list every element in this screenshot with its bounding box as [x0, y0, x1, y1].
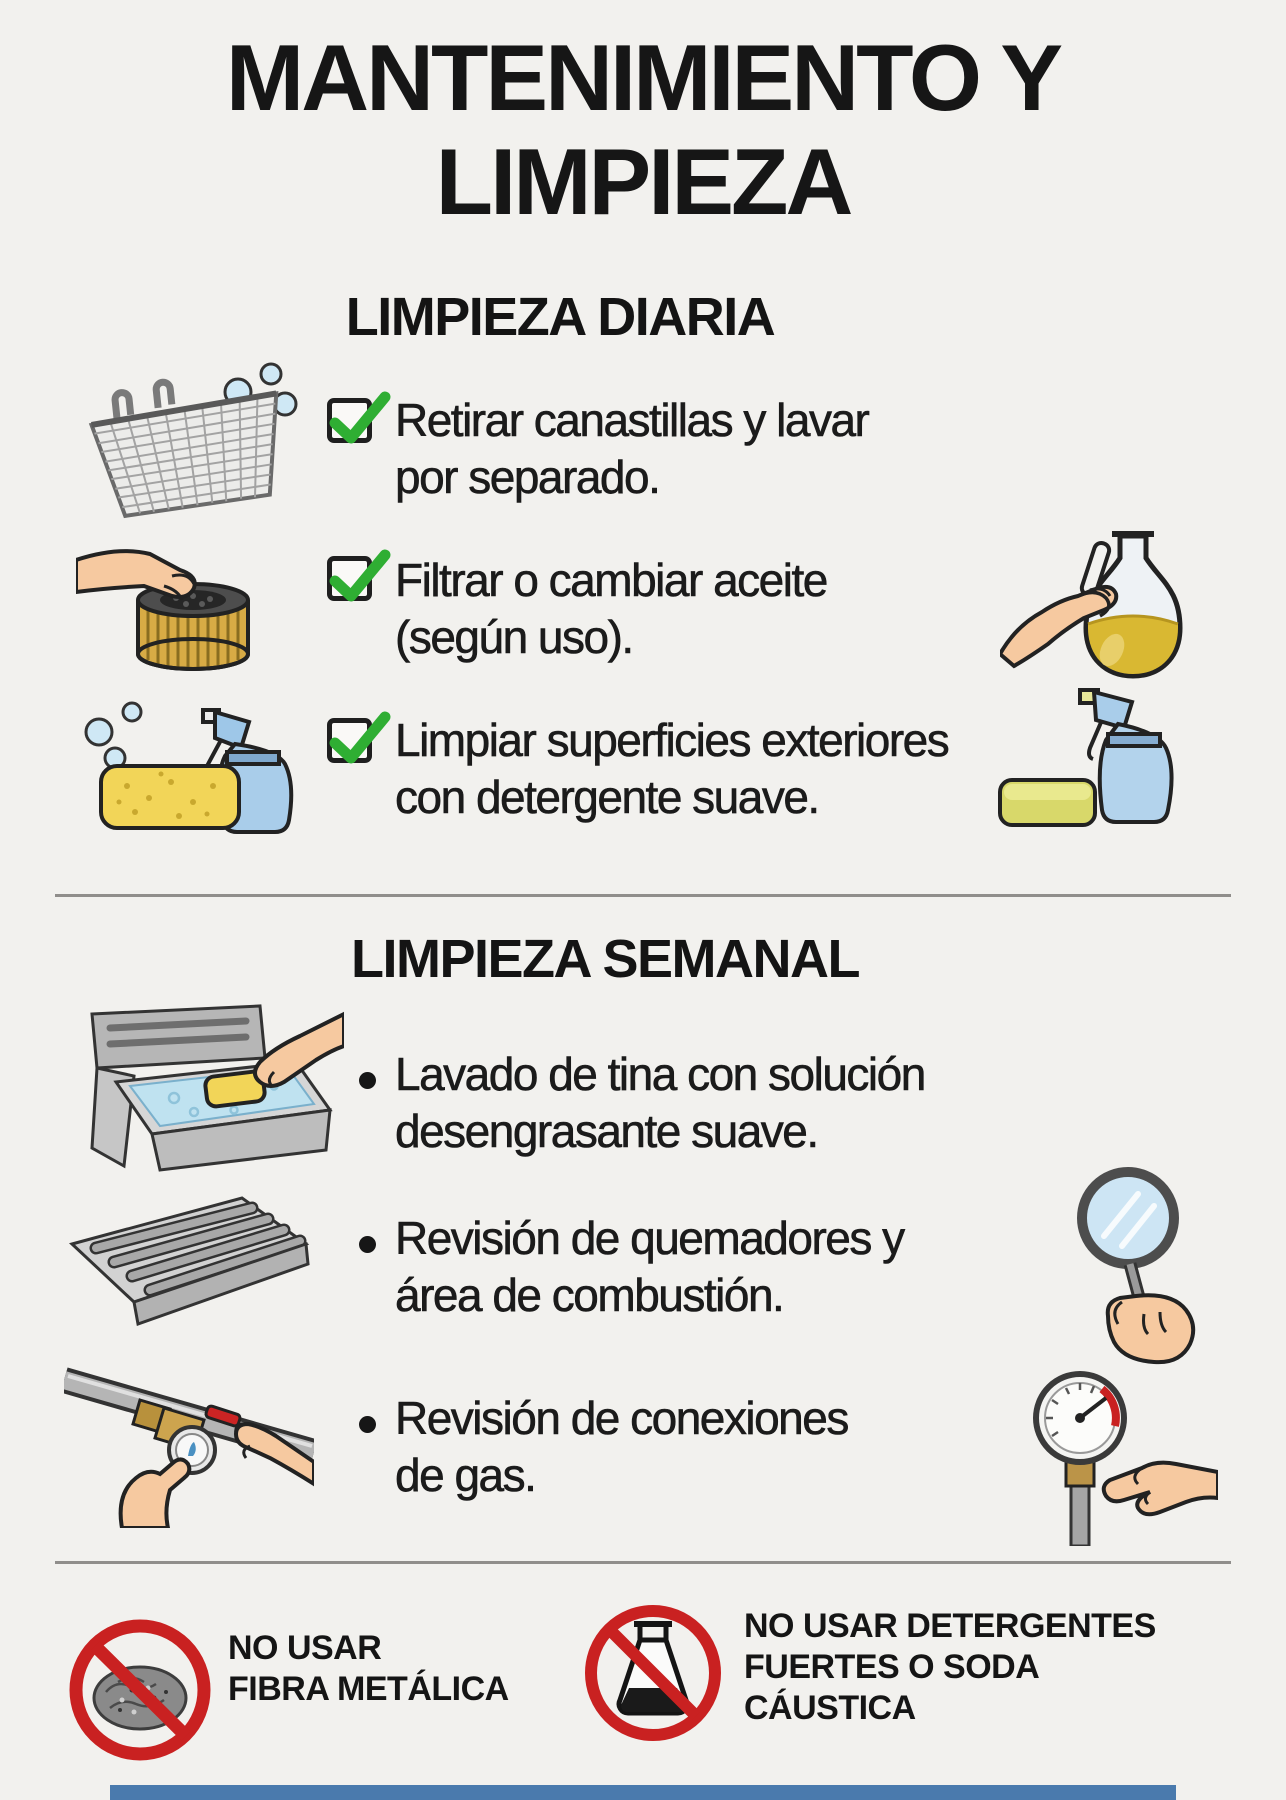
page-title-line1: MANTENIMIENTO Y — [225, 25, 1061, 130]
daily-item-1-line1: Retirar canastillas y lavar — [395, 394, 869, 446]
oil-filter-hand-icon — [76, 526, 268, 688]
weekly-item-1-line2: desengrasante suave. — [395, 1105, 818, 1157]
daily-item-1 — [395, 392, 868, 506]
daily-item-2-line2: (según uso). — [395, 611, 633, 663]
weekly-item-1-line1: Lavado de tina con solución — [395, 1048, 925, 1100]
daily-check-3 — [327, 718, 372, 763]
sponge-spray-bottle-icon — [75, 690, 325, 838]
daily-item-3-line2: con detergente suave. — [395, 771, 819, 823]
weekly-item-2-line1: Revisión de quemadores y — [395, 1212, 904, 1264]
fryer-tub-washing-icon — [64, 998, 344, 1176]
bottom-accent-bar — [110, 1785, 1176, 1800]
daily-item-3-line1: Limpiar superficies exteriores — [395, 714, 949, 766]
warning-2-line3: CÁUSTICA — [744, 1689, 916, 1727]
magnifier-hand-icon — [1052, 1164, 1210, 1366]
no-steel-wool-icon — [62, 1612, 220, 1770]
spray-bottle-sponge-icon — [992, 676, 1242, 836]
warning-2-line2: FUERTES O SODA — [744, 1648, 1040, 1686]
daily-section-heading: LIMPIEZA DIARIA — [345, 287, 775, 347]
daily-item-2-line1: Filtrar o cambiar aceite — [395, 554, 827, 606]
warning-1-line2: FIBRA METÁLICA — [228, 1670, 509, 1708]
green-check-icon — [328, 548, 392, 606]
warning-caustic-text — [744, 1606, 1156, 1729]
section-divider-2 — [55, 1561, 1231, 1564]
daily-check-1 — [327, 398, 372, 443]
oil-flask-hand-icon — [1000, 526, 1212, 692]
weekly-item-3 — [395, 1390, 848, 1504]
weekly-section-heading: LIMPIEZA SEMANAL — [351, 929, 859, 989]
weekly-item-3-line1: Revisión de conexiones — [395, 1392, 848, 1444]
warning-1-line1: NO USAR — [228, 1629, 382, 1667]
burner-rack-icon — [56, 1186, 314, 1338]
pressure-gauge-hand-icon — [1016, 1368, 1218, 1546]
no-caustic-flask-icon — [576, 1596, 730, 1750]
weekly-bullet-3 — [359, 1416, 376, 1433]
daily-check-2 — [327, 556, 372, 601]
weekly-item-3-line2: de gas. — [395, 1449, 536, 1501]
weekly-bullet-2 — [359, 1236, 376, 1253]
page-title — [0, 26, 1286, 234]
weekly-bullet-1 — [359, 1072, 376, 1089]
page-title-line2: LIMPIEZA — [435, 129, 851, 234]
warning-2-line1: NO USAR DETERGENTES — [744, 1607, 1156, 1645]
daily-item-2 — [395, 552, 827, 666]
fryer-basket-icon — [78, 352, 320, 530]
green-check-icon — [328, 390, 392, 448]
daily-item-3 — [395, 712, 948, 826]
green-check-icon — [328, 710, 392, 768]
warning-steel-wool-text — [228, 1628, 509, 1710]
daily-item-1-line2: por separado. — [395, 451, 660, 503]
gas-valve-check-icon — [64, 1366, 314, 1528]
weekly-item-1 — [395, 1046, 925, 1160]
weekly-item-2 — [395, 1210, 904, 1324]
section-divider-1 — [55, 894, 1231, 897]
weekly-item-2-line2: área de combustión. — [395, 1269, 784, 1321]
